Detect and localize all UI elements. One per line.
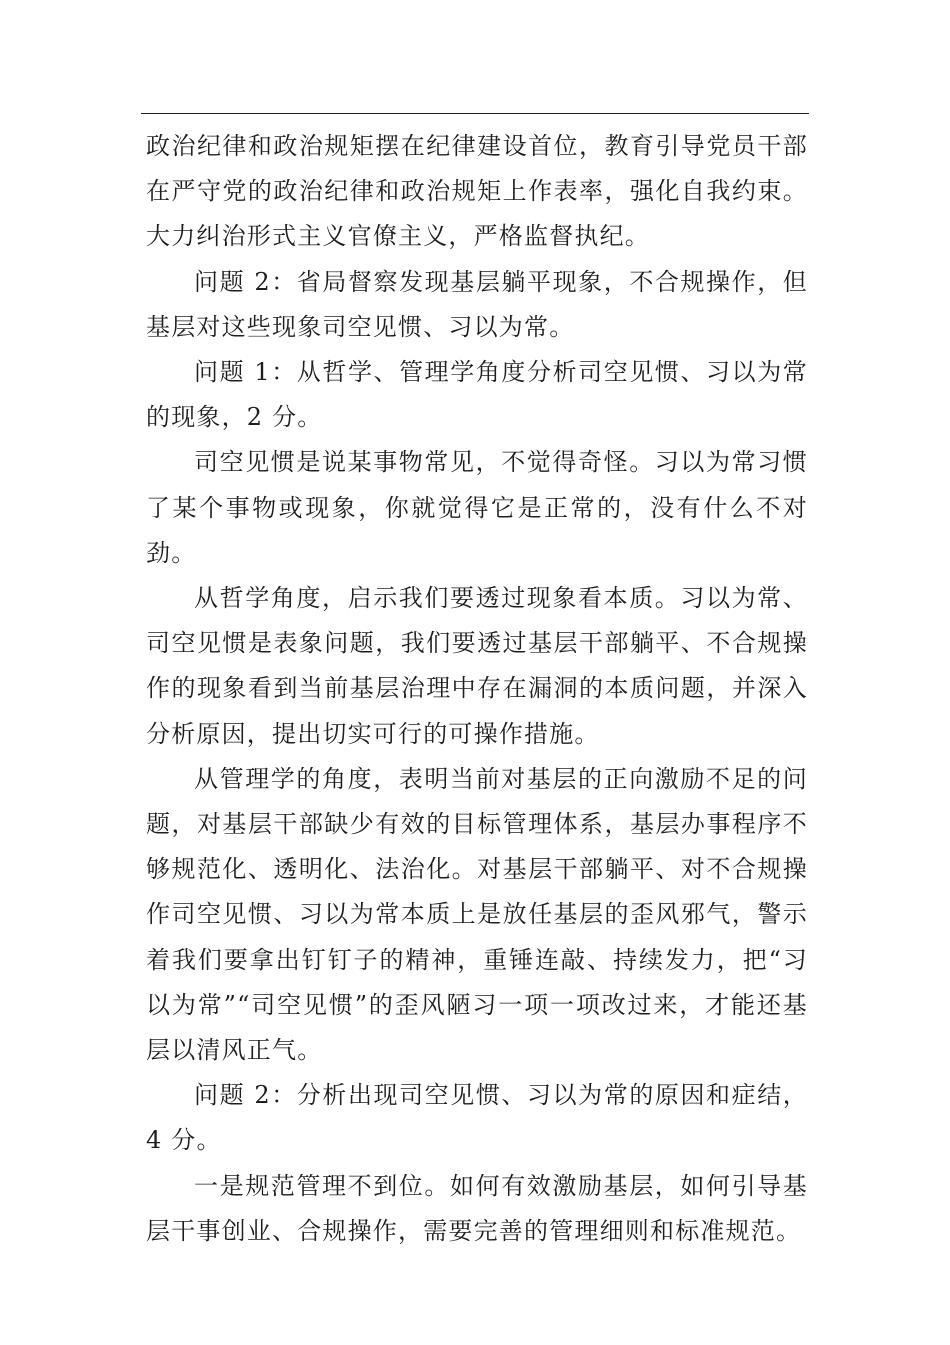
paragraph: 问题 1：从哲学、管理学角度分析司空见惯、习以为常的现象，2 分。 (146, 358, 808, 432)
paragraph: 司空见惯是说某事物常见，不觉得奇怪。习以为常习惯了某个事物或现象，你就觉得它是正常的，没有什么不对劲。 (146, 448, 808, 567)
paragraph: 从哲学角度，启示我们要透过现象看本质。习以为常、司空见惯是表象问题，我们要透过基层干部躺平、不合规操作的现象看到当前基层治理中存在漏洞的本质问题，并深入分析原因，提出切实可行的可操作措施。 (146, 584, 808, 748)
paragraph: 一是规范管理不到位。如何有效激励基层，如何引导基层干事创业、合规操作，需要完善的管理细则和标准规范。 (146, 1171, 808, 1245)
paragraph: 从管理学的角度，表明当前对基层的正向激励不足的问题，对基层干部缺少有效的目标管理体系，基层办事程序不够规范化、透明化、法治化。对基层干部躺平、对不合规操作司空见惯、习以为常本质上是放任基层的歪风邪气，警示着我们要拿出钉钉子的精神，重锤连敲、持续发力，把“习以为常”“司空见惯”的歪风陋习一项一项改过来，才能还基层以清风正气。 (146, 764, 808, 1065)
paragraph: 问题 2：省局督察发现基层躺平现象，不合规操作，但基层对这些现象司空见惯、习以为常。 (146, 267, 808, 341)
paragraph: 问题 2：分析出现司空见惯、习以为常的原因和症结，4 分。 (146, 1081, 808, 1155)
paragraph: 政治纪律和政治规矩摆在纪律建设首位，教育引导党员干部在严守党的政治纪律和政治规矩上作表率，强化自我约束。大力纠治形式主义官僚主义，严格监督执纪。 (146, 132, 808, 251)
header-rule (141, 113, 809, 114)
document-body (146, 124, 808, 1254)
